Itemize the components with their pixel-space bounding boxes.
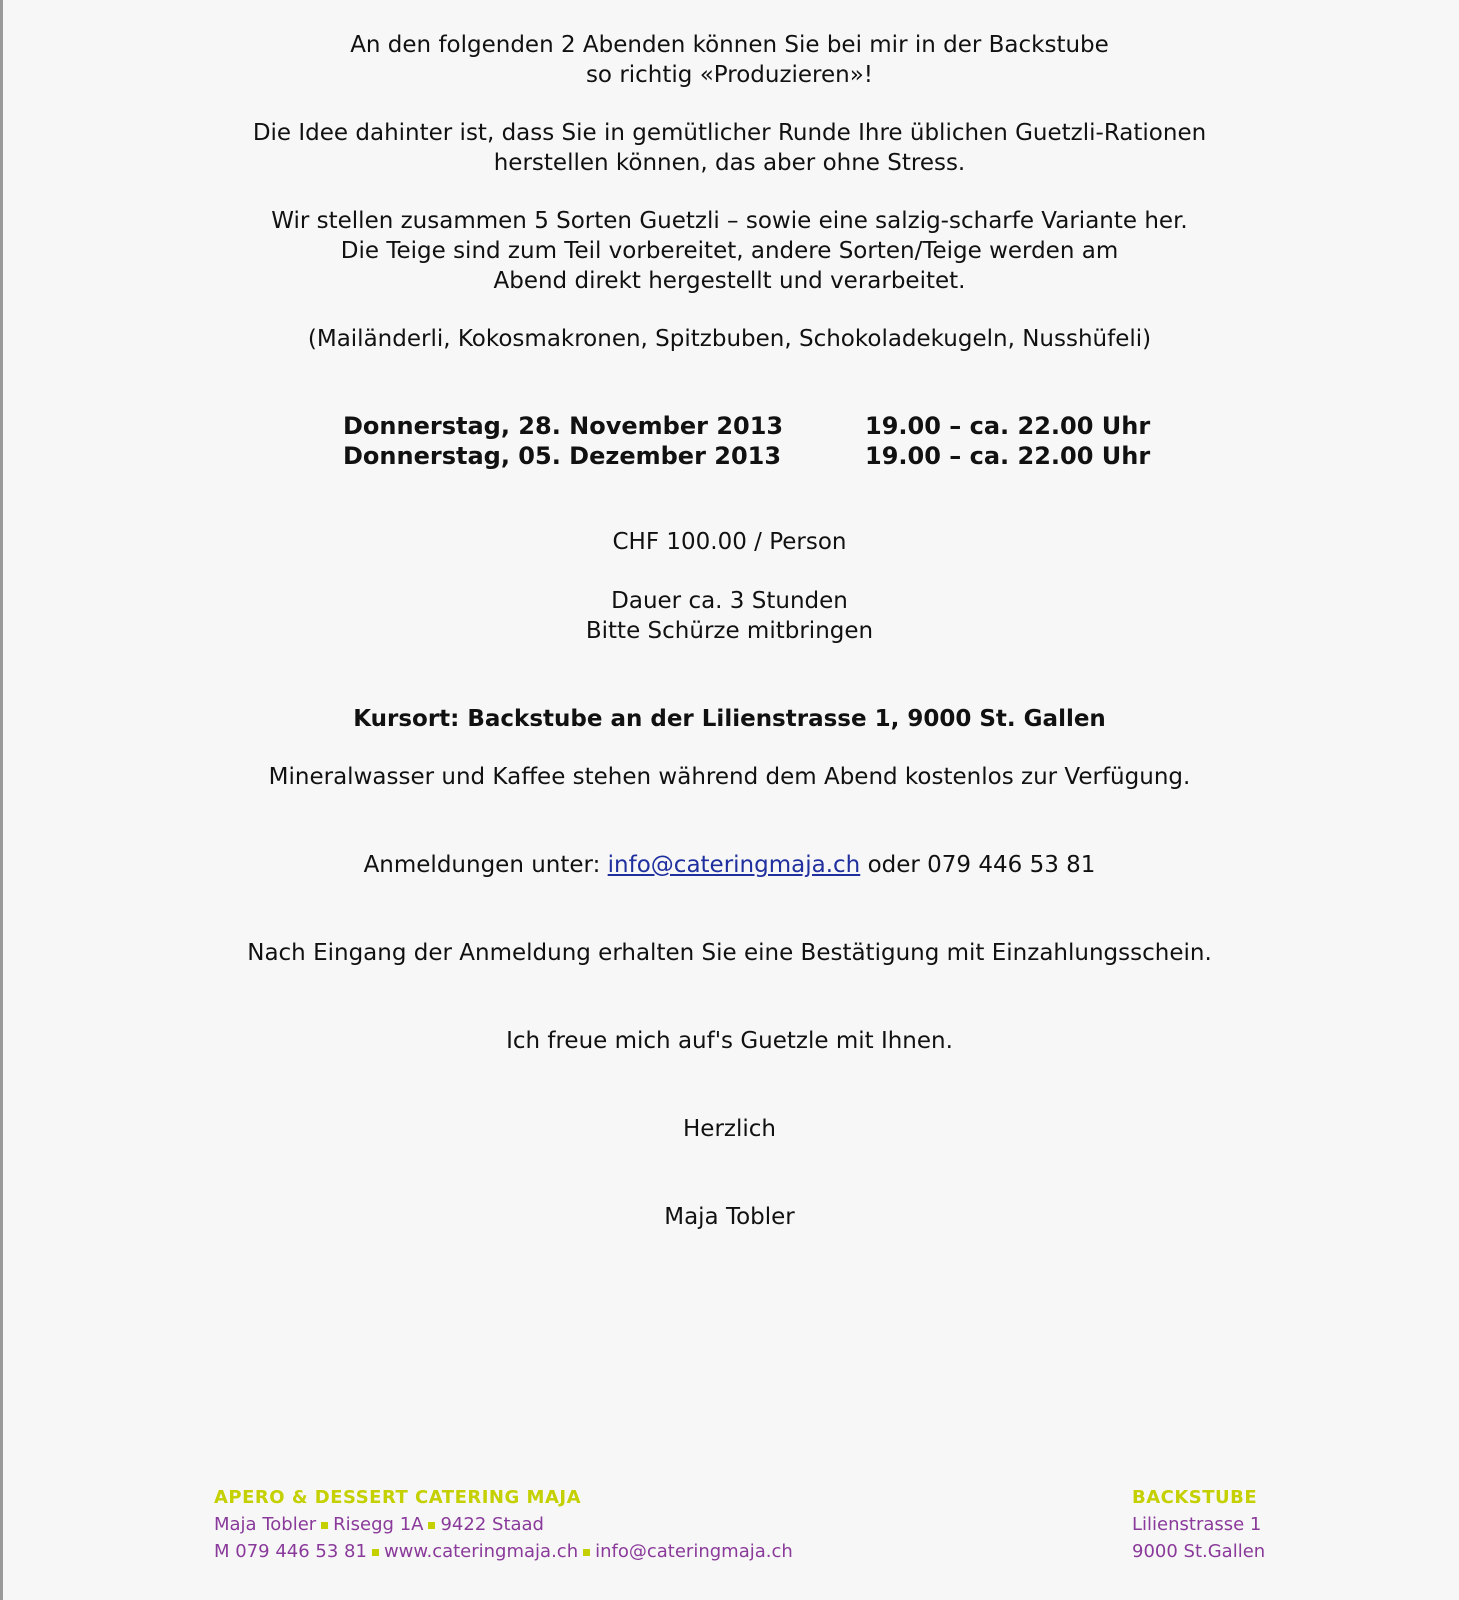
footer-phone: M 079 446 53 81: [214, 1541, 367, 1562]
plan-line-1: Wir stellen zusammen 5 Sorten Guetzli – sowie eine salzig-scharfe Variante her.: [271, 208, 1188, 234]
course-location: Kursort: Backstube an der Lilienstrasse 1, 9000 St. Gallen: [353, 706, 1106, 732]
footer-right: [1132, 1484, 1265, 1565]
confirmation-note: Nach Eingang der Anmeldung erhalten Sie eine Bestätigung mit Einzahlungsschein.: [247, 940, 1212, 966]
footer-email[interactable]: info@cateringmaja.ch: [595, 1541, 793, 1562]
date-1-day: Donnerstag, 28. November 2013: [343, 412, 784, 440]
footer-right-city: 9000 St.Gallen: [1132, 1541, 1266, 1562]
footer-right-title: BACKSTUBE: [1132, 1487, 1258, 1508]
greeting: Herzlich: [683, 1116, 776, 1142]
registration-email-link[interactable]: info@cateringmaja.ch: [607, 852, 861, 878]
footer-web[interactable]: www.cateringmaja.ch: [383, 1541, 579, 1562]
intro-line-1: An den folgenden 2 Abenden können Sie bei mir in der Backstube: [350, 32, 1109, 58]
footer-right-street: Lilienstrasse 1: [1132, 1514, 1262, 1535]
footer-left-contact: [214, 1538, 793, 1565]
separator-square-icon: [321, 1522, 328, 1529]
footer-city: 9422 Staad: [440, 1514, 544, 1535]
plan-line-2: Die Teige sind zum Teil vorbereitet, andere Sorten/Teige werden am: [340, 238, 1119, 264]
registration-line: [0, 850, 1459, 880]
footer-left-title: APERO & DESSERT CATERING MAJA: [214, 1487, 582, 1508]
price: CHF 100.00 / Person: [612, 529, 847, 555]
date-2-time: 19.00 – ca. 22.00 Uhr: [865, 442, 1151, 470]
idea-line-1: Die Idee dahinter ist, dass Sie in gemütlicher Runde Ihre üblichen Guetzli-Rationen: [252, 120, 1207, 146]
footer-left-address: [214, 1511, 793, 1538]
plan-line-3: Abend direkt hergestellt und verarbeitet.: [493, 268, 966, 294]
apron-note: Bitte Schürze mitbringen: [585, 618, 874, 644]
intro-line-2: so richtig «Produzieren»!: [585, 62, 874, 88]
signature: Maja Tobler: [664, 1204, 795, 1230]
closing-line: Ich freue mich auf's Guetzle mit Ihnen.: [506, 1028, 953, 1054]
separator-square-icon: [428, 1522, 435, 1529]
registration-suffix: oder 079 446 53 81: [867, 852, 1096, 878]
idea-line-2: herstellen können, das aber ohne Stress.: [493, 150, 966, 176]
separator-square-icon: [372, 1549, 379, 1556]
footer-street: Risegg 1A: [333, 1514, 424, 1535]
separator-square-icon: [583, 1549, 590, 1556]
registration-prefix: Anmeldungen unter:: [363, 852, 601, 878]
footer-left: [214, 1484, 793, 1565]
drinks-note: Mineralwasser und Kaffee stehen während dem Abend kostenlos zur Verfügung.: [268, 764, 1191, 790]
varieties-list: (Mailänderli, Kokosmakronen, Spitzbuben, Schokoladekugeln, Nusshüfeli): [307, 326, 1152, 352]
date-1-time: 19.00 – ca. 22.00 Uhr: [865, 412, 1151, 440]
date-2-day: Donnerstag, 05. Dezember 2013: [343, 442, 782, 470]
footer-name: Maja Tobler: [214, 1514, 317, 1535]
duration: Dauer ca. 3 Stunden: [611, 588, 848, 614]
